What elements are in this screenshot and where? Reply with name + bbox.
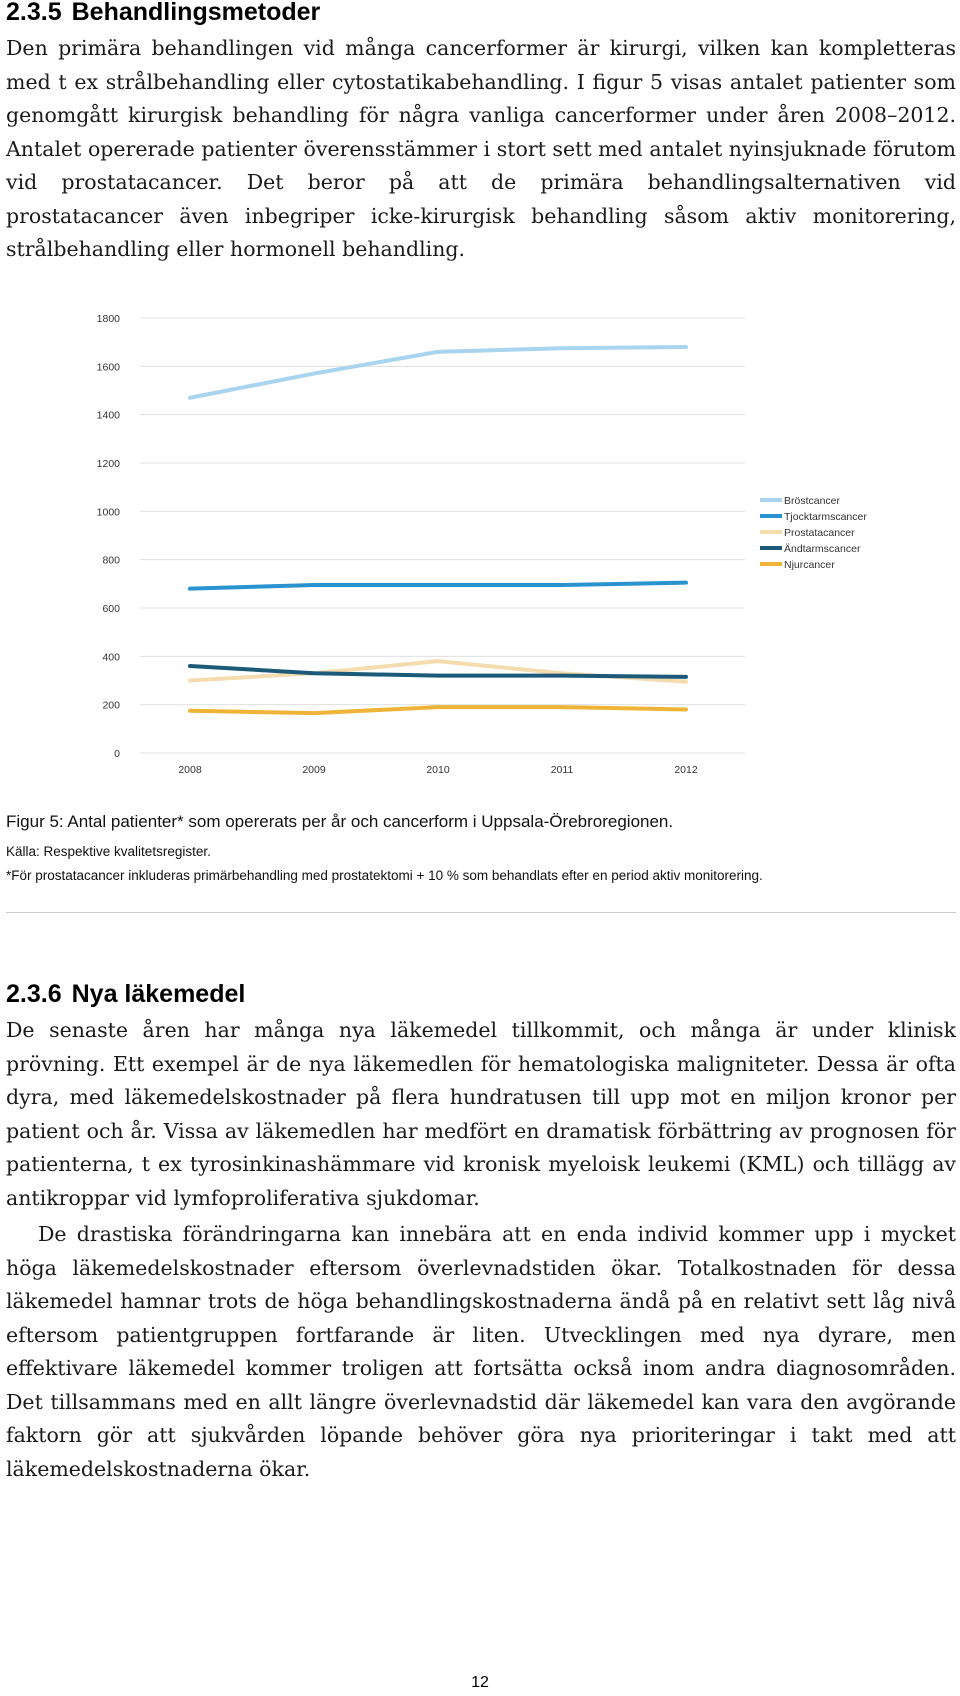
data-point bbox=[189, 587, 192, 590]
section-title: Behandlingsmetoder bbox=[71, 0, 321, 26]
data-point bbox=[437, 660, 440, 663]
x-tick-label: 2008 bbox=[178, 764, 202, 776]
data-point bbox=[561, 584, 564, 587]
y-tick-label: 0 bbox=[114, 748, 120, 760]
section-heading-2-3-6 bbox=[6, 980, 245, 1009]
data-point bbox=[685, 581, 688, 584]
chart-gridlines bbox=[140, 318, 745, 753]
data-point bbox=[561, 706, 564, 709]
y-tick-label: 1600 bbox=[96, 361, 120, 374]
data-point bbox=[189, 396, 192, 399]
data-point bbox=[437, 584, 440, 587]
y-tick-labels bbox=[97, 313, 121, 760]
data-point bbox=[437, 674, 440, 677]
data-point bbox=[685, 346, 688, 349]
section-paragraph-2: De drastiska förändringarna kan innebära att en enda individ kommer upp i mycket höga läkemedelskostnader eftersom överlevnadstiden ökar. Totalkostnaden för dessa läkemedel hamnar trots de höga behandlingskostnaderna ändå på en relativt sett låg nivå eftersom patientgruppen fortfarande är liten. Utvecklingen med nya dyrare, men effektivare läkemedel kommer troligen att fortsätta också inom andra diagnosområden. Det tillsammans med en allt längre överlevnadstid där läkemedel kan vara den avgörande faktorn gör att sjukvården löpande behöver göra nya prioriteringar i takt med att läkemedelskostnaderna ökar. bbox=[6, 1222, 956, 1481]
data-point bbox=[313, 712, 316, 715]
figure-footnote: *För prostatacancer inkluderas primärbehandling med prostatektomi + 10 % som behandlats efter en period aktiv monitorering. bbox=[6, 868, 763, 883]
data-point bbox=[313, 372, 316, 375]
y-tick-label: 800 bbox=[102, 554, 120, 567]
data-point bbox=[561, 347, 564, 350]
figure-source: Källa: Respektive kvalitetsregister. bbox=[6, 844, 211, 859]
section-paragraph-1: De senaste åren har många nya läkemedel tillkommit, och många är under klinisk prövning. Ett exempel är de nya läkemedlen för hematologiska maligniteter. Dessa är ofta dyra, med läkemedelskostnader på flera hundratusen till upp mot en miljon kronor per patient och år. Vissa av läkemedlen har medfört en dramatisk förbättring av prognosen för patienterna, t ex tyrosinkinashämmare vid kronisk myeloisk leukemi (KML) och tillägg av antikroppar vid lymfoproliferativa sjukdomar. bbox=[6, 1018, 956, 1210]
x-tick-label: 2010 bbox=[426, 764, 450, 776]
data-point bbox=[313, 584, 316, 587]
y-tick-label: 1400 bbox=[96, 409, 120, 422]
section-number: 2.3.5 bbox=[6, 0, 62, 26]
line-chart bbox=[0, 300, 960, 790]
y-tick-label: 600 bbox=[102, 603, 120, 615]
x-tick-label: 2011 bbox=[550, 764, 574, 776]
data-point bbox=[313, 672, 316, 675]
x-tick-label: 2012 bbox=[674, 764, 698, 776]
section-divider bbox=[6, 912, 956, 913]
y-tick-label: 1000 bbox=[96, 506, 120, 519]
legend-label: Bröstcancer bbox=[784, 495, 841, 507]
legend-label: Prostatacancer bbox=[784, 527, 855, 539]
data-point bbox=[189, 665, 192, 668]
section-heading-2-3-5 bbox=[6, 0, 320, 27]
data-point bbox=[189, 709, 192, 712]
data-point bbox=[685, 680, 688, 683]
legend-label: Tjocktarmscancer bbox=[784, 511, 867, 523]
data-point bbox=[437, 350, 440, 353]
series-line bbox=[190, 347, 686, 398]
data-point bbox=[561, 674, 564, 677]
section-number: 2.3.6 bbox=[6, 980, 62, 1008]
y-tick-label: 1200 bbox=[96, 458, 120, 470]
section-paragraph: Den primära behandlingen vid många cancerformer är kirurgi, vilken kan kompletteras med t ex strålbehandling eller cytostatikabehandling. I figur 5 visas antalet patienter som genomgått kirurgisk behandling för några vanliga cancerformer under åren 2008–2012. Antalet opererade patienter överensstämmer i stort sett med antalet nyinsjuknade förutom vid prostatacancer. Det beror på att de primära behandlingsalternativen vid prostatacancer även inbegriper icke-kirurgisk behandling såsom aktiv monitorering, strålbehandling eller hormonell behandling. bbox=[6, 36, 956, 261]
chart-legend bbox=[760, 495, 867, 571]
chart-series bbox=[189, 346, 688, 715]
data-point bbox=[685, 675, 688, 678]
y-tick-label: 1800 bbox=[96, 313, 120, 325]
section-title: Nya läkemedel bbox=[71, 980, 246, 1008]
y-tick-label: 400 bbox=[102, 651, 120, 664]
page-number: 12 bbox=[471, 1674, 489, 1691]
x-tick-labels bbox=[178, 764, 698, 776]
data-point bbox=[189, 679, 192, 682]
legend-label: Njurcancer bbox=[784, 559, 835, 571]
x-tick-label: 2009 bbox=[302, 764, 326, 776]
y-tick-label: 200 bbox=[102, 699, 120, 712]
figure-caption: Figur 5: Antal patienter* som opererats per år och cancerform i Uppsala-Örebroregionen. bbox=[6, 812, 674, 831]
legend-label: Ändtarmscancer bbox=[784, 543, 861, 555]
data-point bbox=[437, 706, 440, 709]
data-point bbox=[685, 708, 688, 711]
